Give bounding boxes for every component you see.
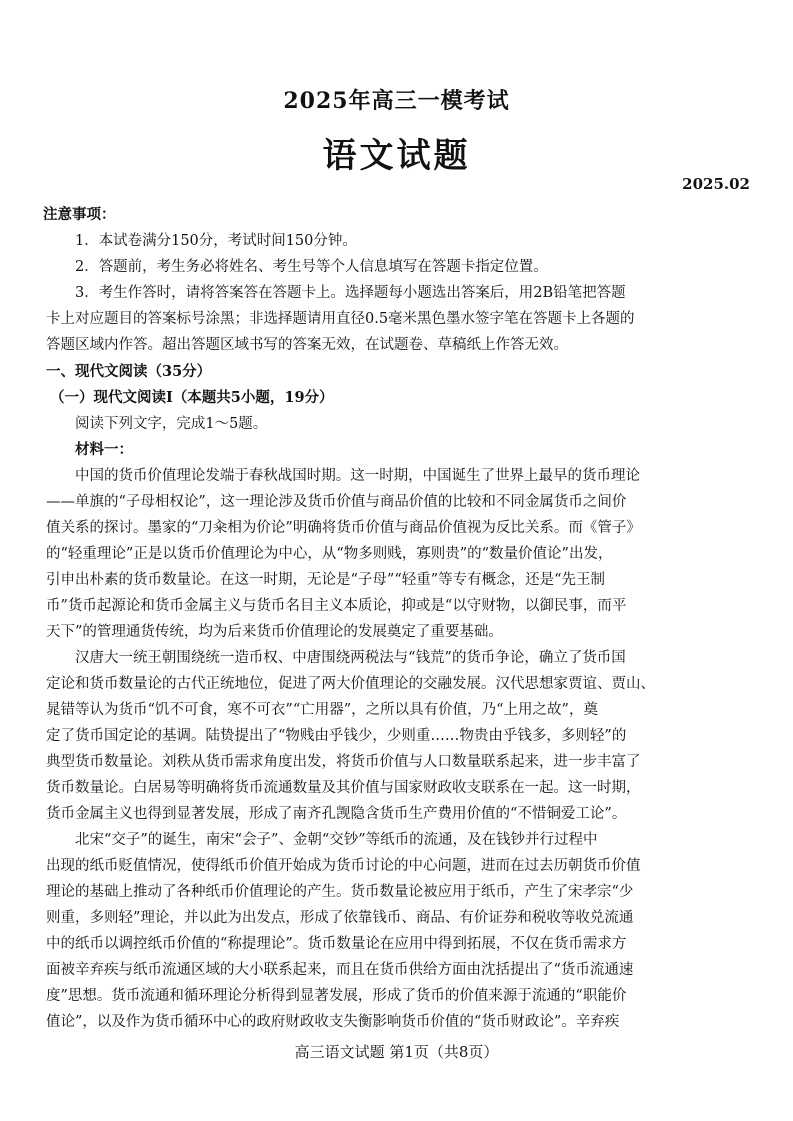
notice-heading: 注意事项：	[43, 206, 116, 223]
exam-title: 2025年高三一模考试	[283, 88, 510, 114]
passage-line: 晁错等认为货币“饥不可食，寒不可衣”“亡用器”，之所以具有价值，乃“上用之故”，奠	[46, 702, 598, 718]
passage-line: 定论和货币数量论的古代正统地位，促进了两大价值理论的交融发展。汉代思想家贾谊、贾山、	[46, 676, 655, 692]
notice-line: 2．答题前，考生务必将姓名、考生号等个人信息填写在答题卡指定位置。	[75, 259, 548, 275]
passage-line: 汉唐大一统王朝围绕统一造币权、中唐围绕两税法与“钱荒”的货币争论，确立了货币国	[75, 650, 626, 666]
passage-line: 币”货币起源论和货币金属主义与货币名目主义本质论，抑或是“以守财物，以御民事，而平	[46, 598, 627, 614]
passage-line: 度”思想。货币流通和循环理论分析得到显著发展，形成了货币的价值来源于流通的“职能价	[46, 988, 627, 1004]
passage-line: 出现的纸币贬值情况，使得纸币价值开始成为货币讨论的中心问题，进而在过去历朝货币价值	[46, 858, 641, 874]
passage-line: 典型货币数量论。刘秩从货币需求角度出发，将货币价值与人口数量联系起来，进一步丰富了	[46, 754, 641, 770]
passage-line: 引申出朴素的货币数量论。在这一时期，无论是“子母”“轻重”等专有概念，还是“先王制	[46, 572, 606, 588]
passage-line: 值论”，以及作为货币循环中心的政府财政收支失衡影响货币价值的“货币财政论”。辛弃疾	[46, 1014, 620, 1030]
notice-line: 卡上对应题目的答案标号涂黑；非选择题请用直径0.5毫米黑色墨水签字笔在答题卡上各题的	[46, 311, 635, 327]
passage-line: 则重，多则轻”理论，并以此为出发点，形成了依靠钱币、商品、有价证券和税收等收兑流通	[46, 910, 634, 926]
material-label: 材料一：	[75, 441, 133, 458]
passage-line: 定了货币国定论的基调。陆贽提出了“物贱由乎钱少，少则重……物贵由乎钱多，多则轻”的	[46, 728, 627, 744]
passage-line: 理论的基础上推动了各种纸币价值理论的产生。货币数量论被应用于纸币，产生了宋孝宗“少	[46, 884, 634, 900]
passage-line: 中的纸币以调控纸币价值的“称提理论”。货币数量论在应用中得到拓展，不仅在货币需求方	[46, 936, 627, 952]
passage-line: 的“轻重理论”正是以货币价值理论为中心，从“物多则贱，寡则贵”的“数量价值论”出发，	[46, 546, 613, 562]
passage-line: 面被辛弃疾与纸币流通区域的大小联系起来，而且在货币供给方面由沈括提出了“货币流通速	[46, 962, 634, 978]
notice-line: 答题区域内作答。超出答题区域书写的答案无效，在试题卷、草稿纸上作答无效。	[46, 337, 568, 353]
passage-line: 天下”的管理通货传统，均为后来货币价值理论的发展奠定了重要基础。	[46, 624, 503, 640]
reading-instruction: 阅读下列文字，完成1～5题。	[75, 416, 268, 432]
sub-section-heading: （一）现代文阅读Ⅰ（本题共5小题，19分）	[50, 389, 334, 406]
passage-line: 中国的货币价值理论发端于春秋战国时期。这一时期，中国诞生了世界上最早的货币理论	[75, 468, 640, 484]
section-heading: 一、现代文阅读（35分）	[46, 363, 212, 380]
passage-line: 值关系的探讨。墨家的“刀籴相为价论”明确将货币价值与商品价值视为反比关系。而《管子》	[46, 520, 641, 536]
passage-line: 货币金属主义也得到显著发展，形成了南齐孔觊隐含货币生产费用价值的“不惜铜爱工论”。	[46, 806, 627, 822]
passage-line: 北宋“交子”的诞生，南宋“会子”、金朝“交钞”等纸币的流通，及在钱钞并行过程中	[75, 832, 598, 848]
notice-line: 1．本试卷满分150分，考试时间150分钟。	[75, 233, 357, 249]
exam-date: 2025.02	[682, 175, 750, 193]
page-footer: 高三语文试题 第1页（共8页）	[294, 1043, 499, 1061]
passage-line: 货币数量论。白居易等明确将货币流通数量及其价值与国家财政收支联系在一起。这一时期，	[46, 780, 641, 796]
subject-title: 语文试题	[322, 136, 471, 176]
notice-line: 3．考生作答时，请将答案答在答题卡上。选择题每小题选出答案后，用2B铅笔把答题	[75, 285, 626, 301]
passage-line: ——单旗的“子母相权论”，这一理论涉及货币价值与商品价值的比较和不同金属货币之间价	[46, 494, 627, 510]
